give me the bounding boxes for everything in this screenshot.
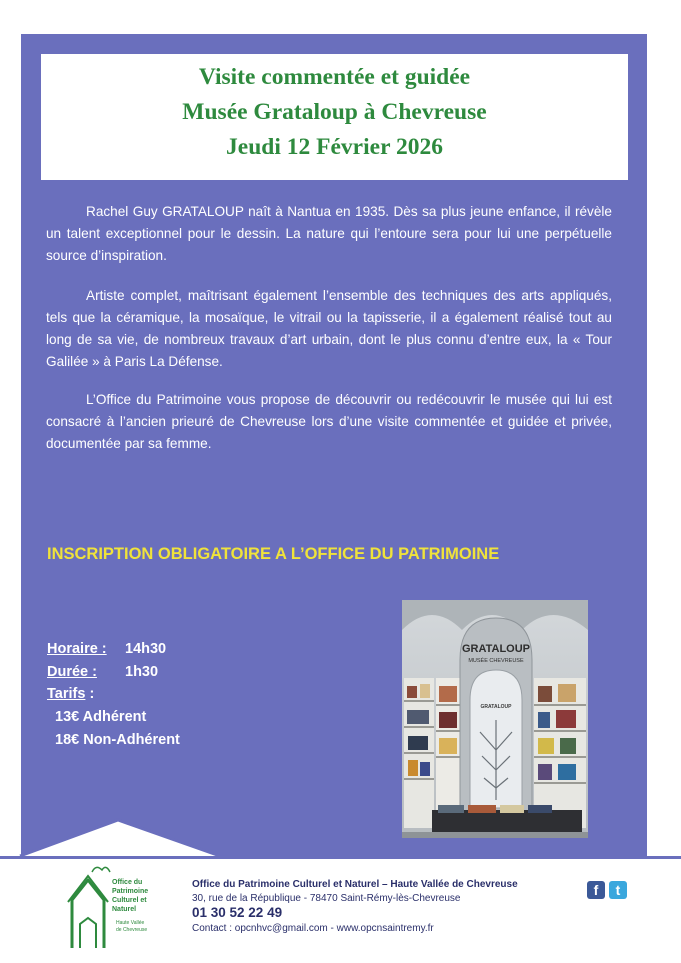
footer-phone: 01 30 52 22 49 bbox=[192, 905, 283, 920]
sign-subtitle: MUSÉE CHEVREUSE bbox=[468, 658, 524, 664]
logo-text-5: Haute Vallée bbox=[116, 920, 145, 926]
office-patrimoine-logo bbox=[66, 862, 170, 952]
logo-text-2: Patrimoine bbox=[112, 888, 149, 895]
logo-text-3: Culturel et bbox=[112, 897, 147, 904]
tarif-non-member: 18€ Non-Adhérent bbox=[55, 732, 180, 748]
footer-divider bbox=[0, 856, 681, 859]
museum-photo bbox=[402, 600, 588, 838]
museum-photo-illustration bbox=[402, 600, 588, 838]
logo-text-1: Office du bbox=[112, 879, 143, 886]
schedule-row bbox=[47, 641, 167, 657]
title-box bbox=[41, 54, 628, 180]
duration-row bbox=[47, 664, 159, 680]
footer-address: 30, rue de la République - 78470 Saint-Rémy-lès-Chevreuse bbox=[192, 893, 461, 904]
tarifs-label: Tarifs bbox=[47, 686, 86, 702]
footer-contact: Contact : opcnhvc@gmail.com - www.opcnsaintremy.fr bbox=[192, 923, 434, 934]
facebook-icon[interactable]: f bbox=[587, 881, 605, 899]
inscription-notice: INSCRIPTION OBLIGATOIRE A L’OFFICE DU PATRIMOINE bbox=[47, 545, 500, 563]
tarifs-colon: : bbox=[85, 686, 95, 702]
title-line-3: Jeudi 12 Février 2026 bbox=[226, 134, 443, 160]
paragraph-biography: Rachel Guy GRATALOUP naît à Nantua en 1935. Dès sa plus jeune enfance, il révèle un talent exceptionnel pour le dessin. La nature qui l’entoure sera pour lui une perpétuelle source d’inspiration. bbox=[46, 204, 612, 263]
logo-text-6: de Chevreuse bbox=[116, 927, 148, 933]
duree-value: 1h30 bbox=[125, 664, 159, 680]
horaire-value: 14h30 bbox=[125, 641, 167, 657]
footer-org-name: Office du Patrimoine Culturel et Naturel – Haute Vallée de Chevreuse bbox=[192, 879, 518, 890]
paragraph-visit: L’Office du Patrimoine vous propose de découvrir ou redécouvrir le musée qui lui est consacré à l’ancien prieuré de Chevreuse lors d’une visite commentée et guidée et privée, documentée par sa femme. bbox=[46, 392, 612, 451]
sign-title: GRATALOUP bbox=[461, 643, 531, 655]
logo-text-4: Naturel bbox=[112, 906, 137, 913]
duree-label: Durée : bbox=[47, 664, 97, 680]
tarifs-row bbox=[47, 686, 94, 702]
tarif-member: 13€ Adhérent bbox=[55, 709, 147, 725]
title-line-2: Musée Grataloup à Chevreuse bbox=[182, 99, 487, 125]
horaire-label: Horaire : bbox=[47, 641, 107, 657]
panel-title: GRATALOUP bbox=[480, 704, 512, 710]
title-line-1: Visite commentée et guidée bbox=[198, 64, 471, 90]
paragraph-artist: Artiste complet, maîtrisant également l’ensemble des techniques des arts appliqués, tels que la céramique, la mosaïque, le vitrail ou la tapisserie, il a également réalisé tout au long de sa vie, de nombreux travaux d’art urbain, dont le plus connu d’entre eux, la « Tour Galilée » à Paris La Défense. bbox=[46, 288, 612, 369]
twitter-icon[interactable]: t bbox=[609, 881, 627, 899]
